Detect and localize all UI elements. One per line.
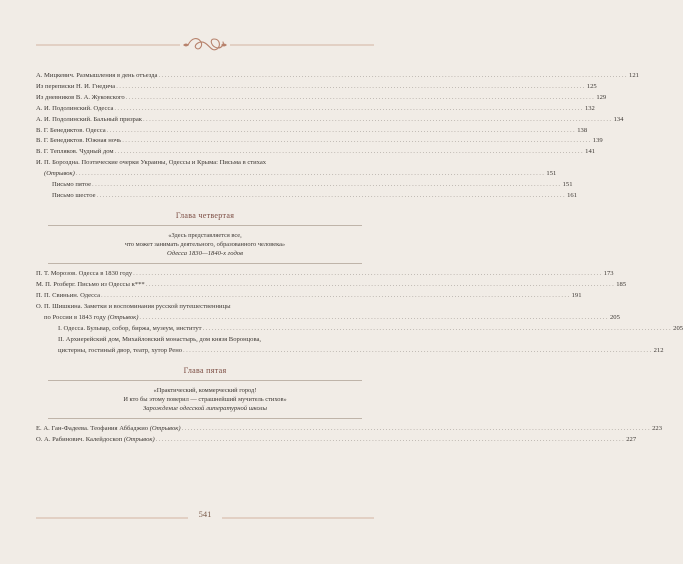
entry-author: В. Г. Тепляков.	[36, 148, 78, 156]
toc-entry[interactable]	[36, 302, 374, 313]
entry-title: цистерны, гостиный двор, театр, хутор Рено	[58, 346, 183, 354]
entry-author: П. Т. Морозов.	[36, 270, 77, 278]
entry-author: Е. А. Ган-Фадеева.	[36, 424, 89, 432]
entry-page-number: 227	[626, 435, 637, 443]
entry-note: (Отрывок)	[44, 170, 75, 178]
entry-page-number: 125	[586, 82, 597, 90]
monogram-ornament-icon	[0, 34, 410, 56]
entry-title: Одесса	[80, 292, 101, 300]
leader-dots	[133, 269, 602, 280]
leader-dots	[115, 147, 584, 158]
chapter-subtitle: Одесса 1830—1840-х годов	[167, 250, 243, 258]
toc-entry[interactable]	[36, 435, 637, 446]
epigraph-line: «Здесь представляется все,	[168, 231, 242, 239]
entry-page-number: 205	[609, 313, 620, 321]
entry-title: Письмо шестое	[52, 191, 96, 199]
entry-page-number: 173	[603, 270, 614, 278]
leader-dots	[182, 424, 651, 435]
entry-note: (Отрывок)	[149, 424, 181, 432]
leader-dots	[203, 324, 672, 335]
entry-author: Из переписки Н. И. Гнедича	[36, 82, 116, 90]
epigraph-line: «Практический, коммерческий город!	[153, 386, 257, 394]
leader-dots	[114, 104, 583, 115]
entry-title: Письмо пятое	[52, 181, 92, 189]
toc-entry[interactable]	[36, 136, 603, 147]
toc-entry[interactable]	[36, 93, 607, 104]
entry-title: по России в 1843 году	[44, 313, 106, 321]
toc-entry[interactable]	[36, 71, 639, 82]
leader-dots	[146, 280, 615, 291]
toc-subentry-continuation[interactable]	[36, 346, 664, 357]
entry-title: Южная ночь	[85, 137, 122, 145]
entry-author: П. П. Свиньин.	[36, 292, 79, 300]
entry-title: Бальный призрак	[93, 115, 142, 123]
entry-title: Письмо из Одессы к***	[77, 281, 145, 289]
entry-page-number: 223	[652, 424, 663, 432]
toc-subentry[interactable]	[36, 324, 683, 335]
entry-author: А. И. Подолинский.	[36, 115, 92, 123]
entry-page-number: 134	[613, 115, 624, 123]
entry-note: (Отрывок)	[107, 313, 139, 321]
divider	[48, 418, 362, 419]
entry-page-number: 129	[596, 93, 607, 101]
entry-page-number: 138	[577, 126, 588, 134]
entry-page-number: 151	[562, 181, 573, 189]
entry-author: В. Г. Бенедиктов.	[36, 126, 84, 134]
toc-entry[interactable]	[36, 269, 614, 280]
toc-entry[interactable]	[36, 147, 596, 158]
toc-entry-continuation[interactable]	[36, 313, 620, 324]
entry-page-number: 212	[653, 346, 664, 354]
entry-note: (Отрывок)	[123, 435, 155, 443]
entry-title: И. П. Бороздна. Поэтические очерки Украины, Одессы и Крыма: Письма в стихах	[36, 159, 267, 167]
entry-author: Из дневников В. А. Жуковского	[36, 93, 125, 101]
toc-entry[interactable]	[36, 126, 588, 137]
toc-subentry[interactable]	[36, 335, 374, 346]
toc-entry[interactable]	[36, 104, 595, 115]
divider	[48, 380, 362, 381]
entry-page-number: 139	[592, 137, 603, 145]
entry-page-number: 121	[629, 72, 639, 79]
entry-author: А. Мицкевич.	[36, 72, 75, 79]
leader-dots	[143, 115, 612, 126]
toc-subentry[interactable]	[36, 191, 578, 202]
leader-dots	[158, 71, 627, 82]
entry-author: М. П. Розберг.	[36, 281, 76, 289]
entry-page-number: 205	[673, 324, 683, 332]
page-number: 541	[198, 509, 212, 519]
leader-dots	[183, 346, 652, 357]
chapter-heading: Глава четвертая	[175, 210, 235, 220]
entry-title: Одесса	[93, 104, 114, 112]
entry-page-number: 151	[546, 170, 557, 178]
entry-title: Теофания Аббаджио	[90, 424, 149, 432]
chapter-subtitle: Зарождение одесской литературной школы	[143, 404, 267, 412]
entry-title: Одесса в 1830 году	[78, 270, 133, 278]
leader-dots	[116, 82, 585, 93]
entry-title: I. Одесса. Бульвар, собор, биржа, музеум, институт	[58, 324, 202, 332]
entry-author: А. И. Подолинский.	[36, 104, 92, 112]
toc-entry[interactable]	[36, 280, 627, 291]
entry-page-number: 141	[585, 148, 596, 156]
leader-dots	[126, 93, 595, 104]
chapter-heading: Глава пятая	[183, 365, 227, 375]
toc-entry[interactable]	[36, 115, 624, 126]
toc-entry[interactable]	[36, 424, 663, 435]
entry-title: Одесса	[85, 126, 106, 134]
toc-entry[interactable]	[36, 291, 582, 302]
epigraph-line: что может занимать деятельного, образованного человека»	[124, 241, 286, 249]
leader-dots	[92, 180, 561, 191]
leader-dots	[107, 126, 576, 137]
leader-dots	[97, 191, 566, 202]
entry-author: О. А. Рабинович.	[36, 435, 85, 443]
entry-title: О. П. Шишкина. Заметки и воспоминания русской путешественницы	[36, 303, 231, 310]
entry-title: Размышления в день отъезда	[76, 72, 158, 79]
entry-page-number: 185	[616, 281, 627, 289]
toc-entry[interactable]	[36, 158, 374, 169]
toc-entry[interactable]	[36, 82, 597, 93]
leader-dots	[101, 291, 570, 302]
entry-title: Чудный дом	[79, 148, 114, 156]
toc-entry-continuation[interactable]	[36, 169, 557, 180]
table-of-contents	[36, 71, 683, 446]
entry-author: В. Г. Бенедиктов.	[36, 137, 84, 145]
entry-page-number: 161	[567, 191, 578, 199]
epigraph-line: И кто бы этому поверил — страшнейший мучитель стихов»	[123, 395, 287, 403]
leader-dots	[139, 313, 608, 324]
toc-subentry[interactable]	[36, 180, 573, 191]
entry-title: Калейдоскоп	[85, 435, 123, 443]
entry-title: II. Архиерейский дом, Михайловский монастырь, дом князя Воронцова,	[58, 335, 262, 343]
leader-dots	[76, 169, 545, 180]
divider	[48, 263, 362, 264]
divider	[48, 225, 362, 226]
entry-page-number: 132	[584, 104, 595, 112]
leader-dots	[156, 435, 625, 446]
entry-page-number: 191	[571, 292, 582, 300]
leader-dots	[122, 136, 591, 147]
